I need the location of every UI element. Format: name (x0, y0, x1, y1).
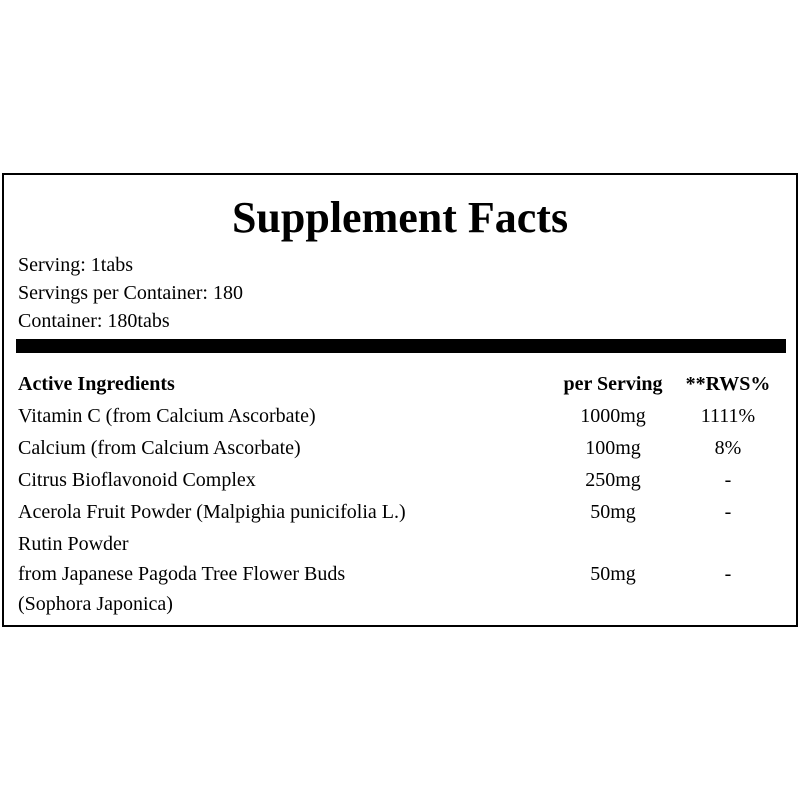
ingredient-name: Calcium (from Calcium Ascorbate) (18, 437, 301, 459)
ingredient-amount: 50mg (590, 563, 636, 585)
ingredient-name-line: from Japanese Pagoda Tree Flower Buds (18, 563, 346, 585)
ingredient-name: Vitamin C (from Calcium Ascorbate) (18, 405, 316, 427)
table-row (18, 433, 786, 465)
ingredient-rws: - (724, 563, 732, 585)
ingredient-name-line: (Sophora Japonica) (18, 593, 173, 615)
ingredient-amount: 50mg (590, 501, 636, 523)
ingredient-name (18, 529, 345, 619)
table-row (18, 497, 786, 529)
serving-size: Serving: 1tabs (18, 254, 133, 276)
table-row-rutin (18, 529, 786, 619)
ingredient-amount: 1000mg (580, 405, 646, 427)
ingredient-name-line: Rutin Powder (18, 533, 129, 555)
divider-bar (16, 339, 786, 353)
header-active-ingredients: Active Ingredients (18, 373, 175, 395)
ingredients-table (18, 369, 786, 619)
container-size: Container: 180tabs (18, 310, 170, 332)
ingredient-rws: - (724, 469, 732, 491)
serving-info (18, 251, 243, 335)
table-header-row (18, 369, 786, 401)
page-title: Supplement Facts (231, 193, 569, 242)
ingredient-name: Citrus Bioflavonoid Complex (18, 469, 256, 491)
ingredient-amount: 250mg (585, 469, 641, 491)
header-per-serving: per Serving (563, 373, 663, 395)
header-rws: **RWS% (685, 373, 771, 395)
ingredient-amount: 100mg (585, 437, 641, 459)
ingredient-rws: - (724, 501, 732, 523)
ingredient-rws: 1111% (700, 405, 756, 427)
ingredient-rws: 8% (714, 437, 742, 459)
table-row (18, 465, 786, 497)
ingredient-name: Acerola Fruit Powder (Malpighia punicifolia L.) (18, 501, 406, 523)
supplement-facts-panel (2, 173, 798, 627)
table-row (18, 401, 786, 433)
servings-per-container: Servings per Container: 180 (18, 282, 243, 304)
